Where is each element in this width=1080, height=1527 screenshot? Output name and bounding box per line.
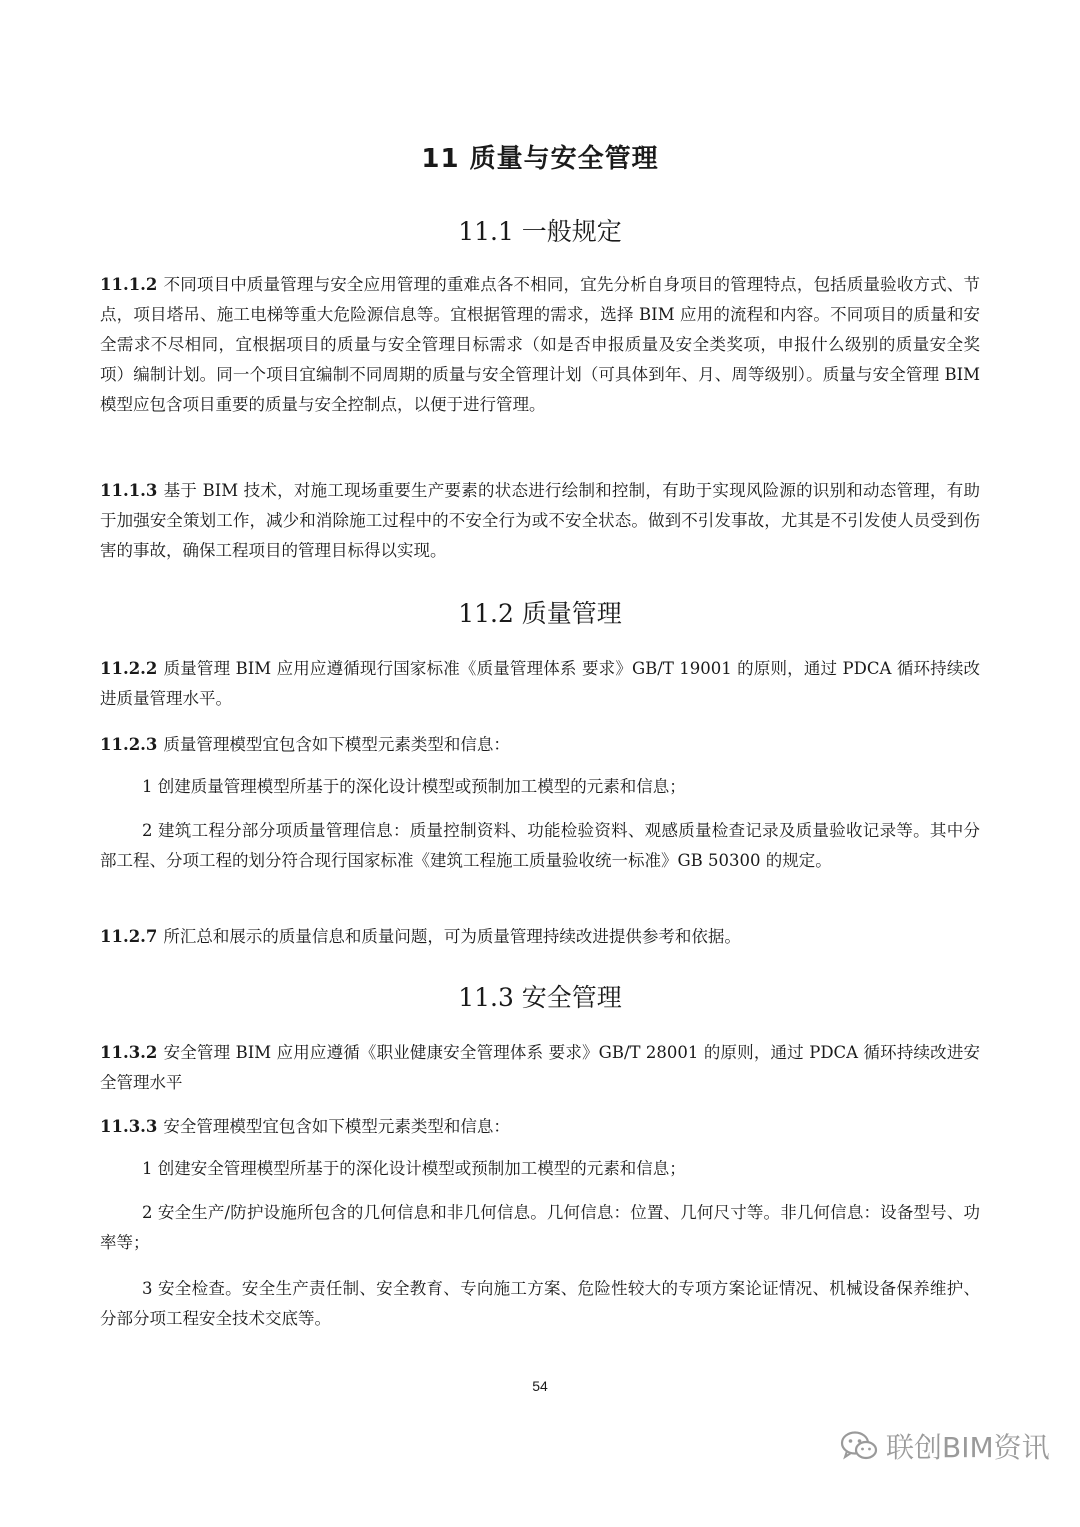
list-item-text: 3 安全检查。安全生产责任制、安全教育、专向施工方案、危险性较大的专项方案论证情况、机械设备保养维护、分部分项工程安全技术交底等。 — [100, 1279, 980, 1328]
watermark — [840, 1426, 1050, 1466]
clause-11-2-2 — [100, 654, 980, 714]
clause-number: 11.1.3 — [100, 481, 158, 500]
clause-text: 安全管理 BIM 应用应遵循《职业健康安全管理体系 要求》GB/T 28001 的原则，通过 PDCA 循环持续改进安全管理水平 — [100, 1043, 980, 1092]
section-title-11-3: 11.3 安全管理 — [458, 983, 622, 1012]
list-item-11-3-3-1: 1 创建安全管理模型所基于的深化设计模型或预制加工模型的元素和信息； — [142, 1159, 686, 1178]
list-item-11-3-3-3 — [100, 1274, 980, 1334]
clause-text: 所汇总和展示的质量信息和质量问题，可为质量管理持续改进提供参考和依据。 — [163, 927, 741, 946]
list-item-11-2-3-1: 1 创建质量管理模型所基于的深化设计模型或预制加工模型的元素和信息； — [142, 777, 686, 796]
clause-11-3-2 — [100, 1038, 980, 1098]
clause-11-2-7 — [100, 922, 980, 952]
clause-text: 质量管理 BIM 应用应遵循现行国家标准《质量管理体系 要求》GB/T 19001 的原则，通过 PDCA 循环持续改进质量管理水平。 — [100, 659, 980, 708]
clause-number: 11.3.3 — [100, 1117, 158, 1136]
wechat-icon — [840, 1430, 878, 1462]
list-item-11-3-3-2 — [100, 1198, 980, 1258]
chapter-title: 11 质量与安全管理 — [421, 144, 659, 174]
clause-number: 11.2.7 — [100, 927, 158, 946]
clause-number: 11.2.2 — [100, 659, 158, 678]
clause-text: 质量管理模型宜包含如下模型元素类型和信息： — [163, 735, 510, 754]
section-title-11-1: 11.1 一般规定 — [458, 217, 622, 246]
clause-11-1-2 — [100, 270, 980, 420]
clause-text: 基于 BIM 技术，对施工现场重要生产要素的状态进行绘制和控制，有助于实现风险源的识别和动态管理，有助于加强安全策划工作，减少和消除施工过程中的不安全行为或不安全状态。做到不引发事故，尤其是不引发使人员受到伤害的事故，确保工程项目的管理目标得以实现。 — [100, 481, 980, 560]
page-number: 54 — [532, 1378, 548, 1394]
section-title-11-2: 11.2 质量管理 — [458, 599, 622, 628]
list-item-text: 2 建筑工程分部分项质量管理信息：质量控制资料、功能检验资料、观感质量检查记录及质量验收记录等。其中分部工程、分项工程的划分符合现行国家标准《建筑工程施工质量验收统一标准》GB 50300 的规定。 — [100, 821, 980, 870]
list-item-11-2-3-2 — [100, 816, 980, 876]
clause-number: 11.2.3 — [100, 735, 158, 754]
clause-11-2-3 — [100, 730, 980, 760]
clause-11-1-3 — [100, 476, 980, 566]
clause-number: 11.3.2 — [100, 1043, 158, 1062]
clause-11-3-3 — [100, 1112, 980, 1142]
clause-text: 安全管理模型宜包含如下模型元素类型和信息： — [163, 1117, 510, 1136]
clause-text: 不同项目中质量管理与安全应用管理的重难点各不相同，宜先分析自身项目的管理特点，包括质量验收方式、节点，项目塔吊、施工电梯等重大危险源信息等。宜根据管理的需求，选择 BIM 应用的流程和内容。不同项目的质量和安全需求不尽相同，宜根据项目的质量与安全管理目标需求（如是否申报质量及安全类奖项，申报什么级别的质量安全奖项）编制计划。同一个项目宜编制不同周期的质量与安全管理计划（可具体到年、月、周等级别）。质量与安全管理 BIM 模型应包含项目重要的质量与安全控制点，以便于进行管理。 — [100, 275, 980, 414]
clause-number: 11.1.2 — [100, 275, 158, 294]
list-item-text: 2 安全生产/防护设施所包含的几何信息和非几何信息。几何信息：位置、几何尺寸等。非几何信息：设备型号、功率等； — [100, 1203, 980, 1252]
watermark-text: 联创BIM资讯 — [886, 1431, 1050, 1464]
